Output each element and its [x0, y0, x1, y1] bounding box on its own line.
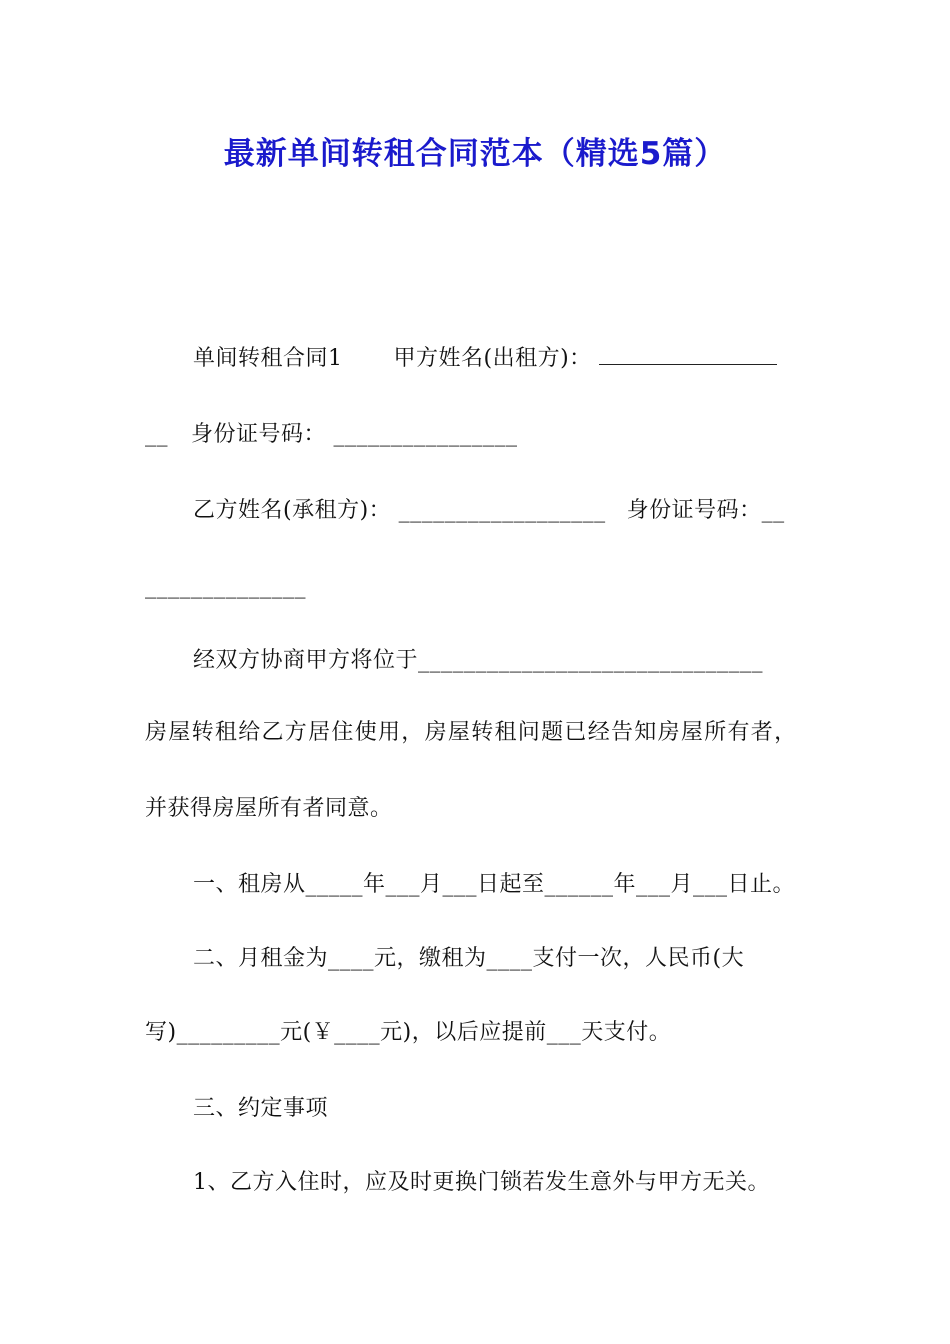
location-blank: ______________________________ [418, 648, 764, 673]
section-heading: 三、约定事项 [193, 1096, 329, 1121]
party-b-name-blank: __________________ [398, 498, 606, 523]
clause-item: 1、乙方入住时，应及时更换门锁若发生意外与甲方无关。 [193, 1170, 770, 1195]
party-a-id-label: 身份证号码： [191, 422, 327, 447]
party-b-line [193, 496, 785, 526]
contract-heading-line [193, 344, 777, 374]
party-a-name-blank [599, 346, 777, 365]
location-label: 经双方协商甲方将位于 [193, 648, 419, 673]
party-a-name-blank-cont: __ [145, 422, 168, 447]
party-b-id-label: 身份证号码：__ [626, 498, 785, 523]
party-a-name-label: 甲方姓名(出租方)： [393, 346, 592, 371]
paragraph-line: 并获得房屋所有者同意。 [145, 796, 393, 821]
lease-term-line: 一、租房从_____年___月___日起至______年___月___日止。 [193, 872, 796, 897]
party-b-id-blank: ______________ [145, 574, 306, 599]
document-title: 最新单间转租合同范本（精选5篇） [223, 136, 727, 172]
rent-line: 二、月租金为____元，缴租为____支付一次，人民币(大 [193, 946, 745, 971]
rent-amount-line: 写)_________元(￥____元)，以后应提前___天支付。 [145, 1020, 672, 1045]
party-b-name-label: 乙方姓名(承租方)： [193, 498, 392, 523]
paragraph-line: 房屋转租给乙方居住使用，房屋转租问题已经告知房屋所有者， [145, 720, 798, 745]
party-b-id-blank-line [145, 572, 306, 602]
party-a-id-line [145, 420, 518, 450]
location-line [193, 646, 763, 676]
contract-number-label: 单间转租合同1 [193, 346, 343, 371]
party-a-id-blank: ________________ [333, 422, 518, 447]
